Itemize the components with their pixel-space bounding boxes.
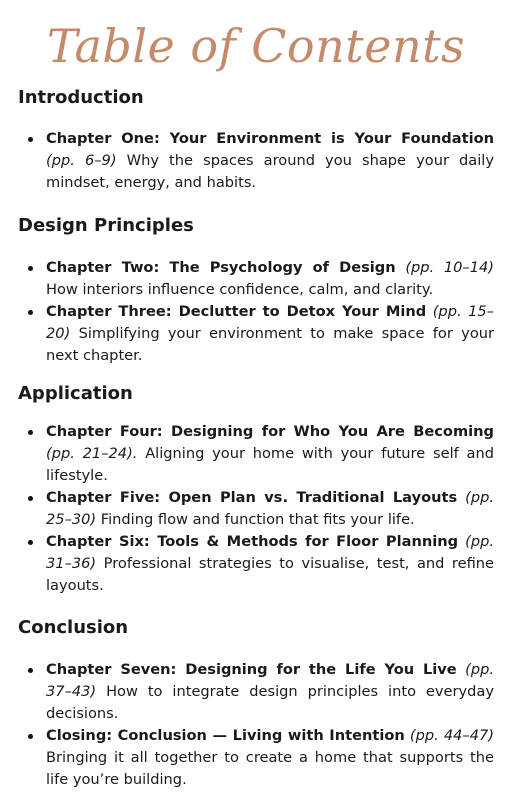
entries-introduction	[18, 128, 494, 194]
entries-application	[18, 421, 494, 597]
toc-entry[interactable]	[18, 257, 494, 301]
section-heading-application: Application	[18, 383, 133, 404]
section-heading-conclusion: Conclusion	[18, 617, 129, 638]
chapter-description: Bringing it all together to create a home that supports the life you’re building.	[46, 749, 494, 788]
chapter-pages: (pp. 25–30)	[46, 489, 495, 528]
chapter-title: Chapter One: Your Environment is Your Foundation	[46, 130, 494, 147]
chapter-title: Chapter Seven: Designing for the Life You Live	[46, 661, 457, 678]
toc-entry[interactable]	[18, 531, 494, 597]
chapter-description: Finding flow and function that fits your life.	[100, 511, 415, 528]
entries-design-principles	[18, 257, 494, 367]
chapter-pages: (pp. 21–24).	[46, 445, 138, 462]
toc-entry[interactable]	[18, 128, 494, 194]
chapter-pages: (pp. 44–47)	[409, 727, 494, 744]
toc-entry[interactable]	[18, 421, 494, 487]
chapter-title: Chapter Three: Declutter to Detox Your Mind	[46, 303, 427, 320]
toc-entry[interactable]	[18, 659, 494, 725]
chapter-pages: (pp. 31–36)	[46, 533, 494, 572]
chapter-description: Simplifying your environment to make space for your next chapter.	[46, 325, 494, 364]
toc-entry[interactable]	[18, 487, 494, 531]
chapter-title: Chapter Four: Designing for Who You Are Becoming	[46, 423, 494, 440]
chapter-description: How to integrate design principles into everyday decisions.	[46, 683, 495, 722]
chapter-pages: (pp. 10–14)	[405, 259, 494, 276]
chapter-description: How interiors influence confidence, calm, and clarity.	[46, 281, 434, 298]
toc-entry[interactable]	[18, 725, 494, 791]
chapter-description: Why the spaces around you shape your daily mindset, energy, and habits.	[46, 152, 494, 191]
chapter-title: Chapter Five: Open Plan vs. Traditional Layouts	[46, 489, 458, 506]
chapter-title: Chapter Six: Tools & Methods for Floor Planning	[46, 533, 459, 550]
chapter-title: Chapter Two: The Psychology of Design	[46, 259, 396, 276]
chapter-title: Closing: Conclusion — Living with Intention	[46, 727, 405, 744]
chapter-pages: (pp. 15–20)	[46, 303, 494, 342]
page-title: Table of Contents	[46, 19, 466, 73]
toc-entry[interactable]	[18, 301, 494, 367]
section-heading-design-principles: Design Principles	[18, 215, 194, 236]
chapter-description: Aligning your home with your future self and lifestyle.	[46, 445, 494, 484]
entries-conclusion	[18, 659, 494, 791]
section-heading-introduction: Introduction	[18, 87, 144, 108]
title-script	[46, 4, 466, 88]
chapter-pages: (pp. 6–9)	[46, 152, 117, 169]
title-banner	[0, 4, 512, 88]
chapter-pages: (pp. 37–43)	[46, 661, 494, 700]
chapter-description: Professional strategies to visualise, test, and refine layouts.	[46, 555, 495, 594]
